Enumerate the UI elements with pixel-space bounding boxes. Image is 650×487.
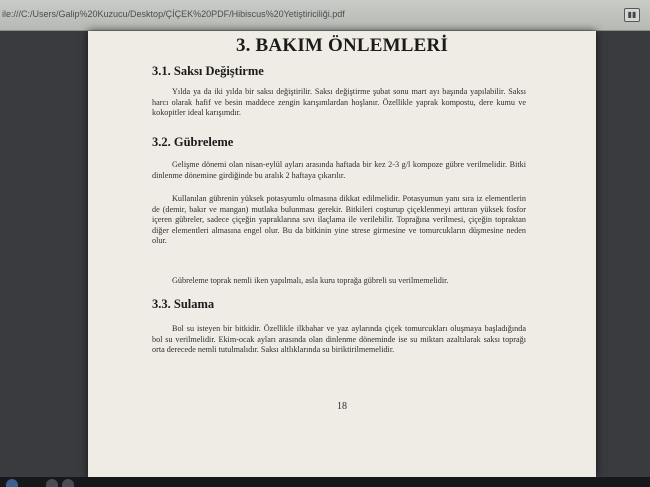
- taskbar-app-icon[interactable]: [46, 479, 58, 487]
- paragraph-gubreleme-3: Gübreleme toprak nemli iken yapılmalı, asla kuru toprağa gübreli su verilmemelidir.: [172, 276, 449, 285]
- page-title: 3. BAKIM ÖNLEMLERİ: [235, 35, 449, 56]
- paragraph-gubreleme-2: Kullanılan gübrenin yüksek potasyumlu olmasına dikkat edilmelidir. Potasyumun yanı sıra iz elementlerin de (demir, bakır ve mangan) mutlaka bulunması gerekir. Bitkileri coşturup çiçeklenmeyi arttıran yüksek fosfor içeren gübreler, sadece çiçeğin yapraklarına sıvı ilaçlama ile verilebilir. Toprağına verilmesi, çiçeğin topraktan diğer elementleri almasına engel olur. Bu da bitkinin yine strese girmesine ve tomurcukların düşmesine neden olur.: [152, 194, 526, 246]
- start-icon[interactable]: [6, 479, 18, 487]
- taskbar: [0, 477, 650, 487]
- paragraph-saksi-1: Yılda ya da iki yılda bir saksı değiştirilir. Saksı değiştirme şubat sonu mart ayı başında yapılabilir. Saksı harcı olarak hafif ve besin maddece zengin karışımlardan hoşlanır. Özellikle yaprak kompostu, dere kumu ve kokopitler ideal karışımdır.: [152, 87, 526, 118]
- book-icon[interactable]: ▮▮: [624, 8, 640, 22]
- section-heading-gubreleme: 3.2. Gübreleme: [152, 135, 234, 149]
- paragraph-sulama-1: Bol su isteyen bir bitkidir. Özellikle ilkbahar ve yaz aylarında çiçek tomurcukları oluşmaya başladığında bol su verilmelidir. Ekim-ocak ayları arasında olan dinlenme döneminde ise su miktarı azaltılarak saksı toprağı orta derecede nemli tutulmalıdır. Saksı altlıklarında su biriktirilmemelidir.: [152, 324, 526, 355]
- pdf-page: [88, 31, 596, 477]
- taskbar-app-icon[interactable]: [62, 479, 74, 487]
- paragraph-gubreleme-1: Gelişme dönemi olan nisan-eylül ayları arasında haftada bir kez 2-3 g/l kompoze gübre verilmelidir. Bitki dinlenme dönemine girdiğinde bu aralık 2 haftaya çıkarılır.: [152, 160, 526, 180]
- page-number: 18: [337, 401, 347, 412]
- address-text[interactable]: ile:///C:/Users/Galip%20Kuzucu/Desktop/ÇİÇEK%20PDF/Hibiscus%20Yetiştiriciliği.pdf: [2, 9, 345, 19]
- section-heading-sulama: 3.3. Sulama: [152, 297, 215, 311]
- pdf-viewer[interactable]: [0, 31, 650, 477]
- section-heading-saksi: 3.1. Saksı Değiştirme: [152, 64, 264, 78]
- browser-address-bar[interactable]: [0, 0, 650, 31]
